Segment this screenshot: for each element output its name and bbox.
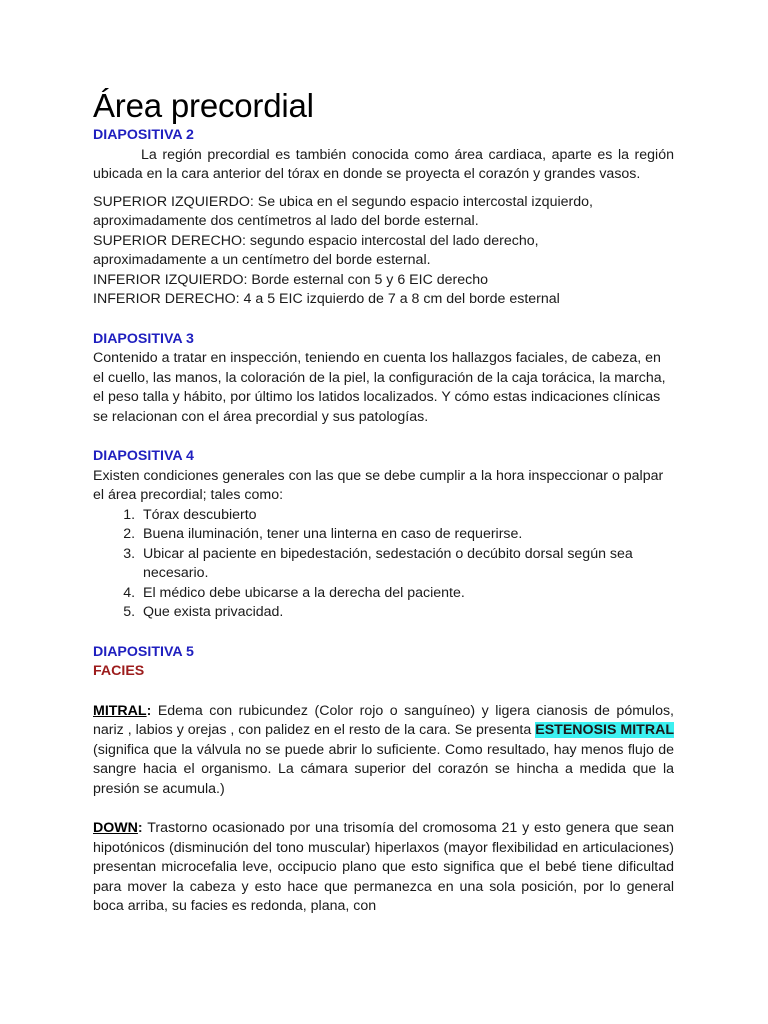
text-line: INFERIOR DERECHO: 4 a 5 EIC izquierdo de 7 a 8 cm del borde esternal [93, 291, 560, 307]
text-line: SUPERIOR DERECHO: segundo espacio intercostal del lado derecho, [93, 232, 539, 249]
term-colon: : [137, 820, 143, 836]
mitral-text-2: (significa que la válvula no se puede abrir lo suficiente. Como resultado, hay menos flujo de sangre hacia el organismo. La cámara superior del corazón se hincha a medida que la presión se acumula.) [93, 741, 674, 797]
list-item: 2. Buena iluminación, tener una linterna en caso de requerirse. [139, 525, 674, 545]
page-title: Área precordial [93, 87, 314, 124]
highlight-estenosis-mitral: ESTENOSIS MITRAL [535, 722, 675, 738]
section-heading-diapositiva-5: DIAPOSITIVA 5 [93, 643, 194, 660]
conditions-list [93, 506, 674, 623]
down-text: Trastorno ocasionado por una trisomía del cromosoma 21 y esto genera que sean hipotónicos (disminución del tono muscular) hiperlaxos (mayor flexibilidad en articulaciones) presentan microcefalia leve, occipucio plano que esto significa que el bebé tiene dificultad para mover la cabeza y esto hace que permanezca en una sola posición, por lo general boca arriba, su facies es redonda, plana, con [93, 820, 674, 914]
term-down: DOWN [93, 820, 138, 836]
list-item: 5. Que exista privacidad. [139, 603, 674, 623]
paragraph-condiciones: Existen condiciones generales con las que se debe cumplir a la hora inspeccionar o palpar el área precordial; tales como: [93, 467, 664, 503]
section-heading-diapositiva-4: DIAPOSITIVA 4 [93, 448, 194, 464]
paragraph-region-precordial: La región precordial es también conocida como área cardiaca, aparte es la región ubicada en la cara anterior del tórax en donde se proyecta el corazón y grandes vasos. [93, 146, 674, 182]
section-heading-diapositiva-2: DIAPOSITIVA 2 [93, 127, 194, 143]
paragraph-down [93, 819, 674, 917]
list-item: 4. El médico debe ubicarse a la derecha del paciente. [139, 584, 674, 604]
text-line: SUPERIOR IZQUIERDO: Se ubica en el segundo espacio intercostal izquierdo, [93, 193, 593, 210]
list-item: 1. Tórax descubierto [139, 506, 674, 526]
paragraph-inspeccion: Contenido a tratar en inspección, teniendo en cuenta los hallazgos faciales, de cabeza, en el cuello, las manos, la coloración de la piel, la configuración de la caja torácica, la marcha, el peso talla y hábito, por último los latidos localizados. Y cómo estas indicaciones clínicas se relacionan con el área precordial y sus patologías. [93, 350, 666, 425]
list-item: 3. Ubicar al paciente en bipedestación, sedestación o decúbito dorsal según sea necesario. [139, 545, 674, 584]
document-content [93, 86, 674, 917]
text-line: aproximadamente dos centímetros al lado del borde esternal. [93, 213, 479, 229]
term-mitral: MITRAL [93, 702, 147, 719]
mitral-text-1: Edema con rubicundez (Color rojo o sanguíneo) y ligera cianosis de pómulos, nariz , labios y orejas , con palidez en el resto de la cara. Se presenta [93, 702, 674, 738]
section-subheading-facies: FACIES [93, 663, 145, 679]
quadrant-lines [93, 193, 674, 310]
paragraph-mitral [93, 702, 674, 800]
text-line: INFERIOR IZQUIERDO: Borde esternal con 5 y 6 EIC derecho [93, 271, 489, 288]
text-line: aproximadamente a un centímetro del borde esternal. [93, 252, 431, 268]
section-heading-diapositiva-3: DIAPOSITIVA 3 [93, 330, 194, 347]
term-colon: : [146, 702, 152, 719]
